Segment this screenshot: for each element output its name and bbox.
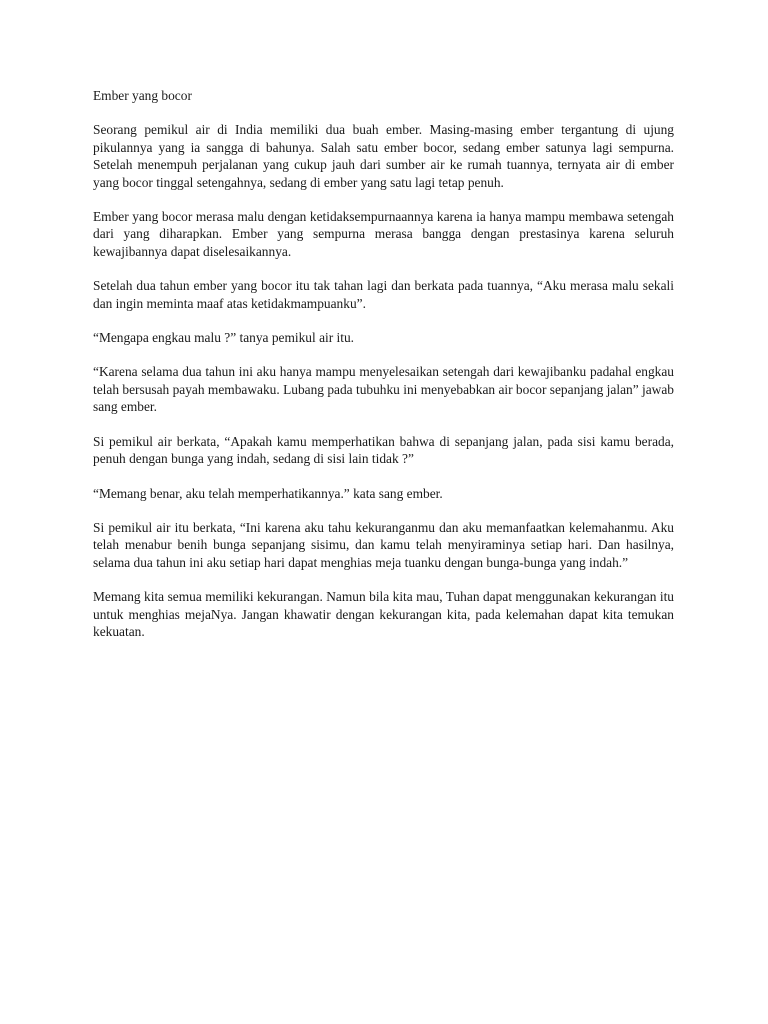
paragraph-1: Seorang pemikul air di India memiliki dua buah ember. Masing-masing ember tergantung di ujung pikulannya yang ia sangga di bahunya. Salah satu ember bocor, sedang ember satunya lagi sempurna. Setelah menempuh perjalanan yang cukup jauh dari sumber air ke rumah tuannya, ternyata air di ember yang bocor tinggal setengahnya, sedang di ember yang satu lagi tetap penuh.: [93, 122, 674, 190]
paragraph-8: Si pemikul air itu berkata, “Ini karena aku tahu kekuranganmu dan aku memanfaatkan kelemahanmu. Aku telah menabur benih bunga sepanjang sisimu, dan kamu telah menyiraminya setiap hari. Dan hasilnya, selama dua tahun ini aku setiap hari dapat menghias meja tuanku dengan bunga-bunga yang indah.”: [93, 519, 674, 570]
paragraph-2: Ember yang bocor merasa malu dengan ketidaksempurnaannya karena ia hanya mampu membawa setengah dari yang diharapkan. Ember yang sempurna merasa bangga dengan prestasinya karena seluruh kewajibannya dapat diselesaikannya.: [93, 209, 674, 259]
paragraph-4: “Mengapa engkau malu ?” tanya pemikul air itu.: [93, 330, 355, 346]
paragraph-3: Setelah dua tahun ember yang bocor itu tak tahan lagi dan berkata pada tuannya, “Aku merasa malu sekali dan ingin meminta maaf atas ketidakmampuanku”.: [93, 278, 674, 311]
document-title: Ember yang bocor: [93, 88, 192, 103]
paragraph-6: Si pemikul air berkata, “Apakah kamu memperhatikan bahwa di sepanjang jalan, pada sisi kamu berada, penuh dengan bunga yang indah, sedang di sisi lain tidak ?”: [93, 433, 674, 467]
paragraph-5: “Karena selama dua tahun ini aku hanya mampu menyelesaikan setengah dari kewajibanku padahal engkau telah bersusah payah membawaku. Lubang pada tubuhku ini menyebabkan air bocor sepanjang jalan” jawab sang ember.: [93, 364, 674, 415]
paragraph-7: “Memang benar, aku telah memperhatikannya.” kata sang ember.: [93, 485, 443, 501]
document-page: [93, 87, 674, 657]
paragraph-9: Memang kita semua memiliki kekurangan. Namun bila kita mau, Tuhan dapat menggunakan kekurangan itu untuk menghias mejaNya. Jangan khawatir dengan kekurangan kita, pada kelemahan dapat kita temukan kekuatan.: [93, 589, 674, 639]
